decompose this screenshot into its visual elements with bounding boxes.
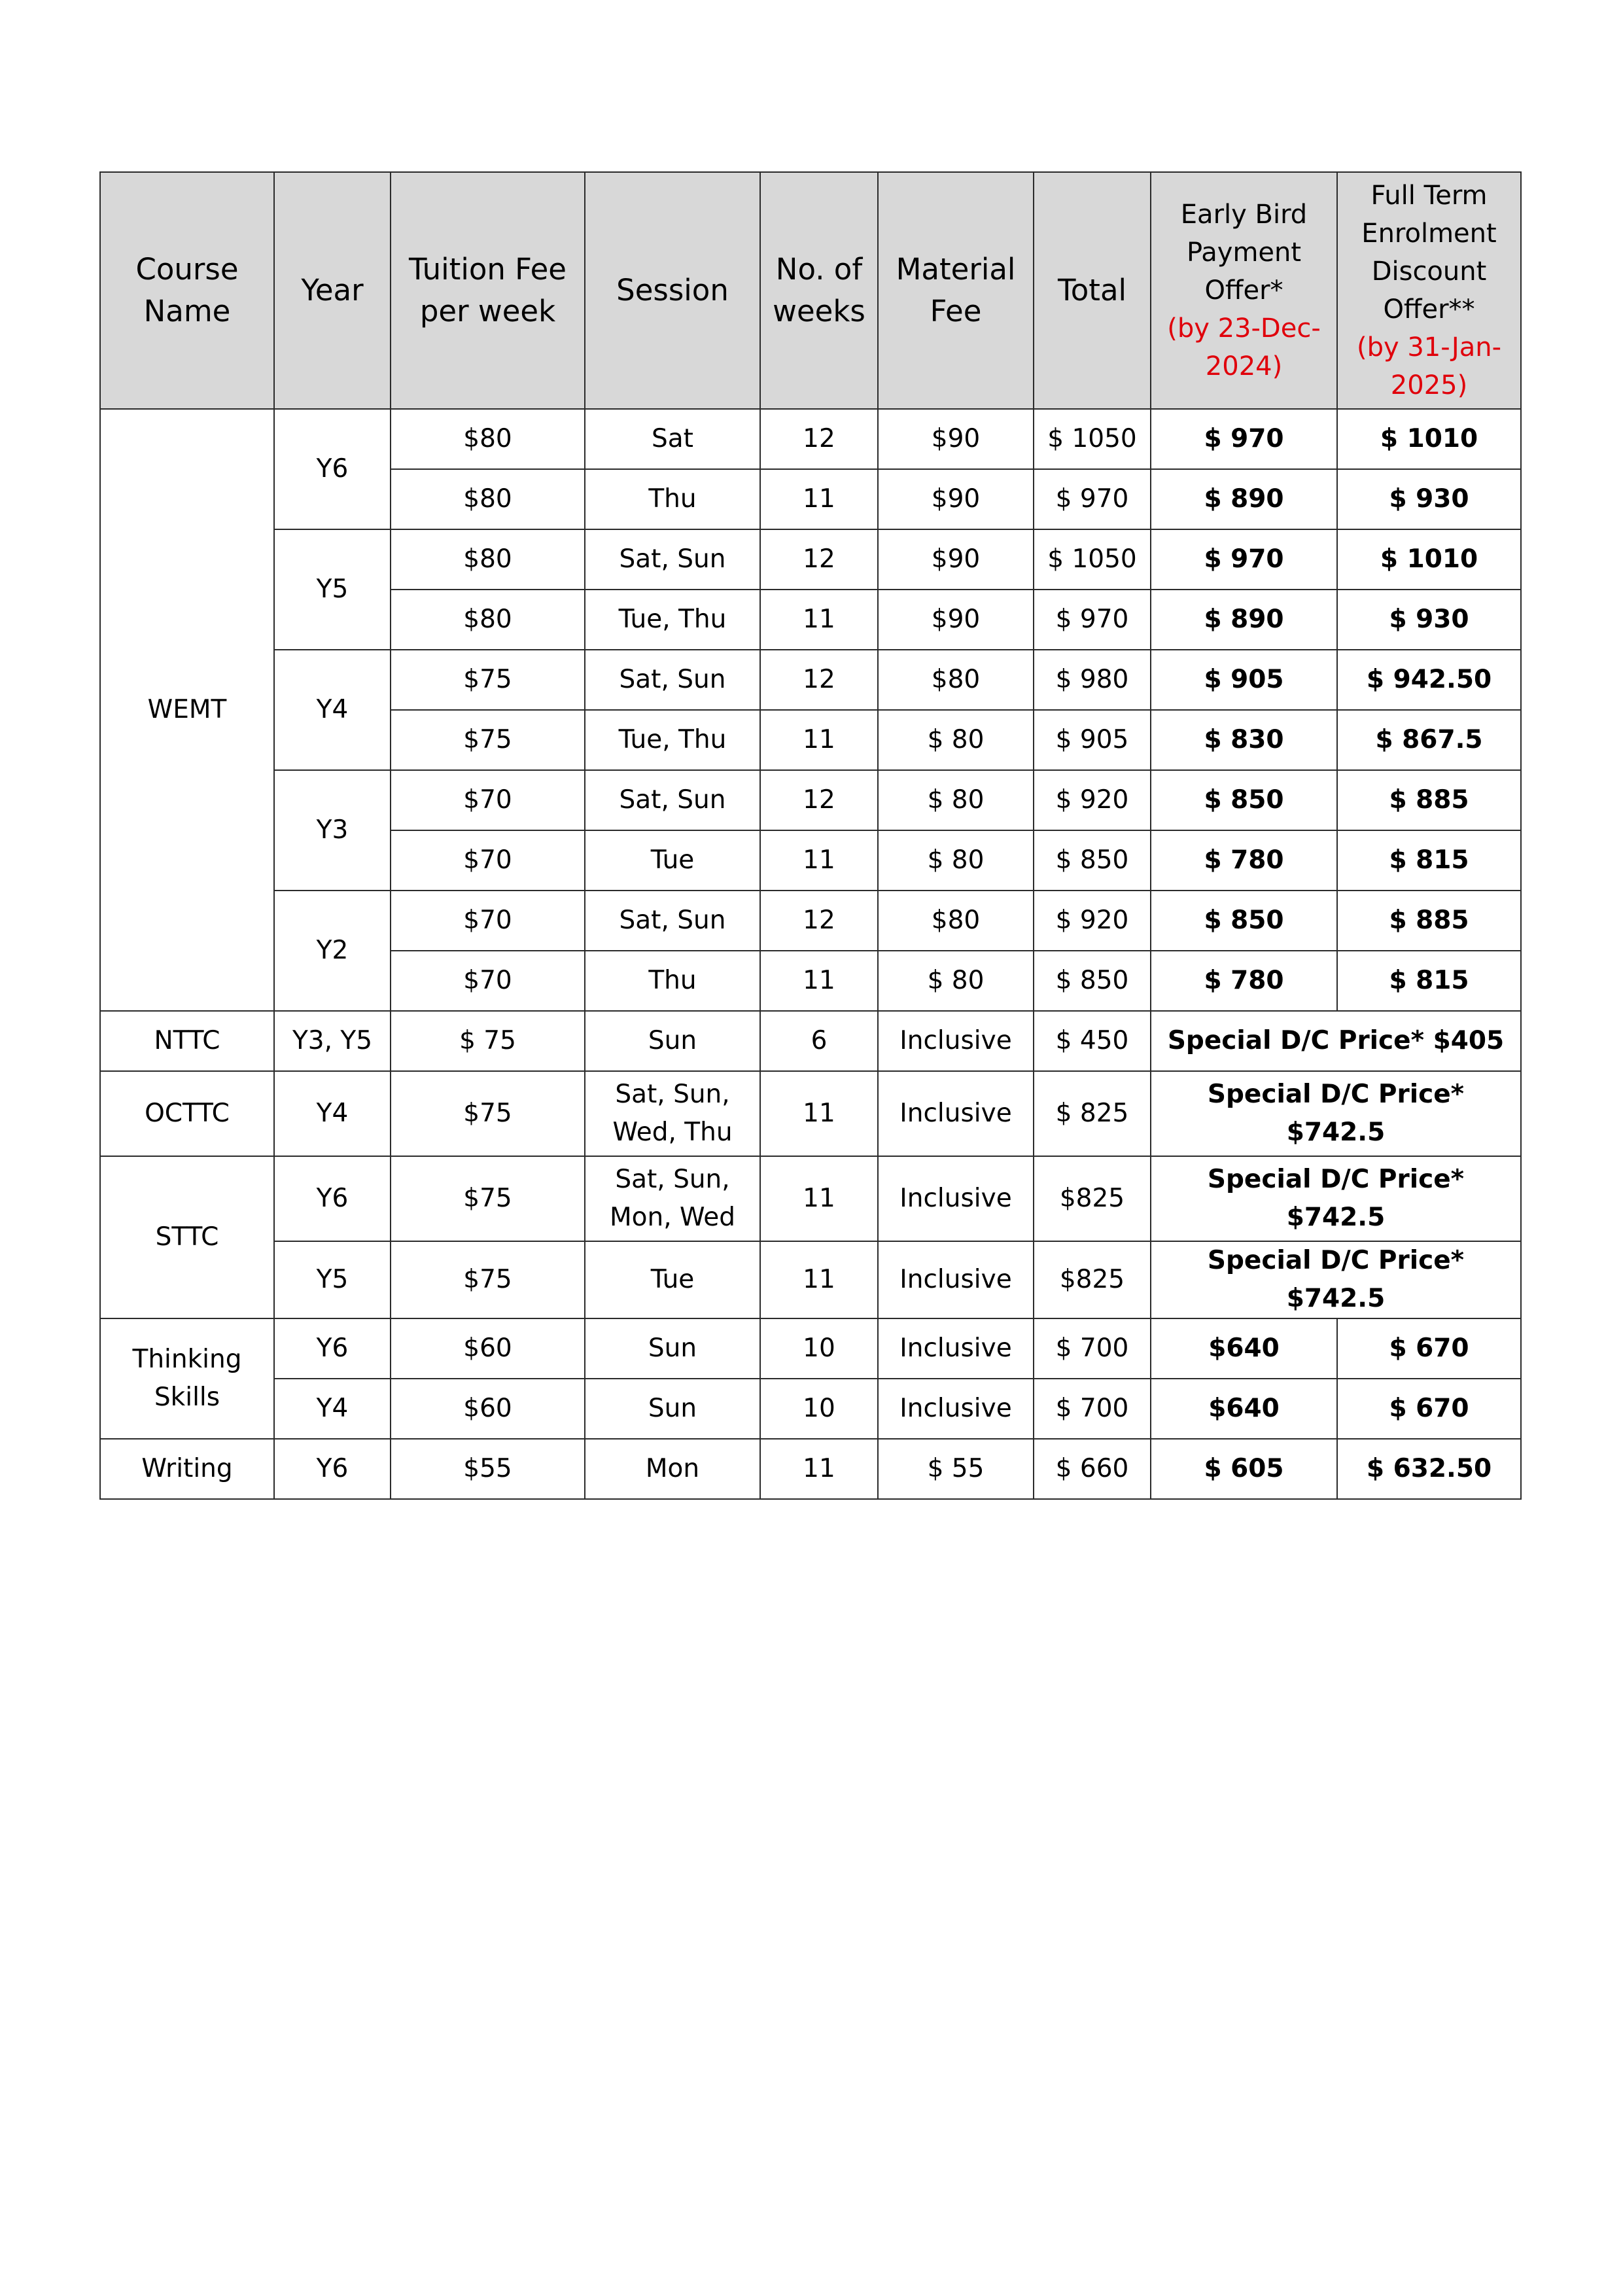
table-row [100,1318,1521,1379]
full-term-cell: $ 885 [1337,891,1521,951]
full-term-deadline: (by 31-Jan-2025) [1356,332,1502,400]
tuition-cell: $70 [391,770,585,830]
early-bird-cell: $640 [1151,1379,1337,1439]
tuition-cell: $75 [391,1156,585,1241]
header-total: Total [1034,172,1151,409]
year-cell: Y3 [274,770,391,891]
full-term-label: Full Term Enrolment Discount Offer** [1361,181,1497,325]
material-cell: $ 80 [878,830,1034,891]
session-cell: Thu [585,469,760,529]
tuition-cell: $70 [391,891,585,951]
total-cell: $ 920 [1034,770,1151,830]
early-bird-cell: $ 780 [1151,830,1337,891]
material-cell: Inclusive [878,1071,1034,1156]
special-price-cell: Special D/C Price* $742.5 [1151,1071,1521,1156]
weeks-cell: 11 [760,1241,878,1318]
session-cell: Sun [585,1011,760,1071]
material-cell: $ 80 [878,951,1034,1011]
weeks-cell: 6 [760,1011,878,1071]
material-cell: $80 [878,650,1034,710]
table-row [100,770,1521,830]
early-bird-cell: $ 850 [1151,770,1337,830]
header-year: Year [274,172,391,409]
year-cell: Y3, Y5 [274,1011,391,1071]
material-cell: Inclusive [878,1241,1034,1318]
total-cell: $ 850 [1034,951,1151,1011]
tuition-cell: $80 [391,590,585,650]
weeks-cell: 11 [760,710,878,770]
full-term-cell: $ 930 [1337,590,1521,650]
year-cell: Y5 [274,1241,391,1318]
material-cell: Inclusive [878,1379,1034,1439]
material-cell: $90 [878,529,1034,590]
table-row [100,891,1521,951]
early-bird-deadline: (by 23-Dec-2024) [1167,313,1321,381]
weeks-cell: 12 [760,891,878,951]
session-cell: Sat, Sun, Wed, Thu [585,1071,760,1156]
weeks-cell: 10 [760,1318,878,1379]
session-cell: Thu [585,951,760,1011]
tuition-cell: $70 [391,951,585,1011]
header-full-term [1337,172,1521,409]
early-bird-cell: $ 830 [1151,710,1337,770]
header-no-of-weeks: No. of weeks [760,172,878,409]
table-row [100,1241,1521,1318]
material-cell: Inclusive [878,1318,1034,1379]
year-cell: Y4 [274,1379,391,1439]
total-cell: $ 700 [1034,1379,1151,1439]
table-row [100,529,1521,590]
special-price-cell: Special D/C Price* $742.5 [1151,1156,1521,1241]
full-term-cell: $ 1010 [1337,409,1521,469]
table-row [100,1439,1521,1499]
course-cell-wemt: WEMT [100,409,274,1011]
table-body [100,409,1521,1499]
full-term-cell: $ 670 [1337,1318,1521,1379]
session-cell: Sat, Sun [585,770,760,830]
tuition-cell: $75 [391,650,585,710]
special-price-cell: Special D/C Price* $405 [1151,1011,1521,1071]
early-bird-label: Early Bird Payment Offer* [1180,200,1308,306]
full-term-cell: $ 942.50 [1337,650,1521,710]
tuition-cell: $60 [391,1318,585,1379]
table-row [100,1156,1521,1241]
material-cell: $ 80 [878,770,1034,830]
tuition-cell: $80 [391,409,585,469]
session-cell: Sat, Sun, Mon, Wed [585,1156,760,1241]
total-cell: $ 700 [1034,1318,1151,1379]
course-cell-writing: Writing [100,1439,274,1499]
early-bird-cell: $ 970 [1151,529,1337,590]
material-cell: $90 [878,469,1034,529]
session-cell: Sun [585,1318,760,1379]
year-cell: Y6 [274,1439,391,1499]
total-cell: $ 825 [1034,1071,1151,1156]
material-cell: $90 [878,590,1034,650]
early-bird-cell: $640 [1151,1318,1337,1379]
weeks-cell: 12 [760,650,878,710]
table-row [100,1071,1521,1156]
early-bird-cell: $ 605 [1151,1439,1337,1499]
year-cell: Y5 [274,529,391,650]
total-cell: $825 [1034,1241,1151,1318]
session-cell: Mon [585,1439,760,1499]
full-term-cell: $ 815 [1337,951,1521,1011]
weeks-cell: 12 [760,770,878,830]
early-bird-cell: $ 970 [1151,409,1337,469]
tuition-cell: $60 [391,1379,585,1439]
table-row [100,1011,1521,1071]
year-cell: Y6 [274,1156,391,1241]
early-bird-cell: $ 890 [1151,590,1337,650]
early-bird-cell: $ 890 [1151,469,1337,529]
full-term-cell: $ 930 [1337,469,1521,529]
total-cell: $ 1050 [1034,409,1151,469]
table-row [100,409,1521,469]
tuition-cell: $80 [391,529,585,590]
tuition-cell: $55 [391,1439,585,1499]
total-cell: $ 660 [1034,1439,1151,1499]
year-cell: Y2 [274,891,391,1011]
session-cell: Sat, Sun [585,529,760,590]
full-term-cell: $ 670 [1337,1379,1521,1439]
header-session: Session [585,172,760,409]
material-cell: $ 80 [878,710,1034,770]
total-cell: $ 970 [1034,469,1151,529]
course-cell-octtc: OCTTC [100,1071,274,1156]
weeks-cell: 11 [760,951,878,1011]
tuition-cell: $75 [391,1071,585,1156]
session-cell: Sun [585,1379,760,1439]
full-term-cell: $ 1010 [1337,529,1521,590]
year-cell: Y4 [274,650,391,770]
tuition-cell: $70 [391,830,585,891]
full-term-cell: $ 867.5 [1337,710,1521,770]
weeks-cell: 11 [760,469,878,529]
early-bird-cell: $ 905 [1151,650,1337,710]
table-row [100,650,1521,710]
tuition-cell: $80 [391,469,585,529]
weeks-cell: 11 [760,1439,878,1499]
session-cell: Sat [585,409,760,469]
total-cell: $825 [1034,1156,1151,1241]
tuition-cell: $75 [391,1241,585,1318]
course-cell-sttc: STTC [100,1156,274,1318]
total-cell: $ 450 [1034,1011,1151,1071]
course-cell-thinking-skills: Thinking Skills [100,1318,274,1439]
weeks-cell: 11 [760,590,878,650]
total-cell: $ 1050 [1034,529,1151,590]
session-cell: Sat, Sun [585,891,760,951]
total-cell: $ 980 [1034,650,1151,710]
full-term-cell: $ 632.50 [1337,1439,1521,1499]
weeks-cell: 10 [760,1379,878,1439]
table-row [100,1379,1521,1439]
full-term-cell: $ 885 [1337,770,1521,830]
material-cell: Inclusive [878,1156,1034,1241]
weeks-cell: 12 [760,529,878,590]
fee-table [99,171,1522,1500]
weeks-cell: 11 [760,830,878,891]
weeks-cell: 12 [760,409,878,469]
weeks-cell: 11 [760,1071,878,1156]
full-term-cell: $ 815 [1337,830,1521,891]
session-cell: Tue, Thu [585,590,760,650]
year-cell: Y6 [274,409,391,529]
total-cell: $ 905 [1034,710,1151,770]
special-price-cell: Special D/C Price* $742.5 [1151,1241,1521,1318]
course-cell-nttc: NTTC [100,1011,274,1071]
total-cell: $ 970 [1034,590,1151,650]
material-cell: Inclusive [878,1011,1034,1071]
session-cell: Sat, Sun [585,650,760,710]
year-cell: Y6 [274,1318,391,1379]
early-bird-cell: $ 850 [1151,891,1337,951]
header-row [100,172,1521,409]
header-tuition-fee: Tuition Fee per week [391,172,585,409]
material-cell: $ 55 [878,1439,1034,1499]
early-bird-cell: $ 780 [1151,951,1337,1011]
session-cell: Tue, Thu [585,710,760,770]
header-course-name: Course Name [100,172,274,409]
tuition-cell: $75 [391,710,585,770]
weeks-cell: 11 [760,1156,878,1241]
header-material-fee: Material Fee [878,172,1034,409]
session-cell: Tue [585,830,760,891]
table-header [100,172,1521,409]
material-cell: $80 [878,891,1034,951]
tuition-cell: $ 75 [391,1011,585,1071]
year-cell: Y4 [274,1071,391,1156]
total-cell: $ 850 [1034,830,1151,891]
session-cell: Tue [585,1241,760,1318]
material-cell: $90 [878,409,1034,469]
header-early-bird [1151,172,1337,409]
total-cell: $ 920 [1034,891,1151,951]
